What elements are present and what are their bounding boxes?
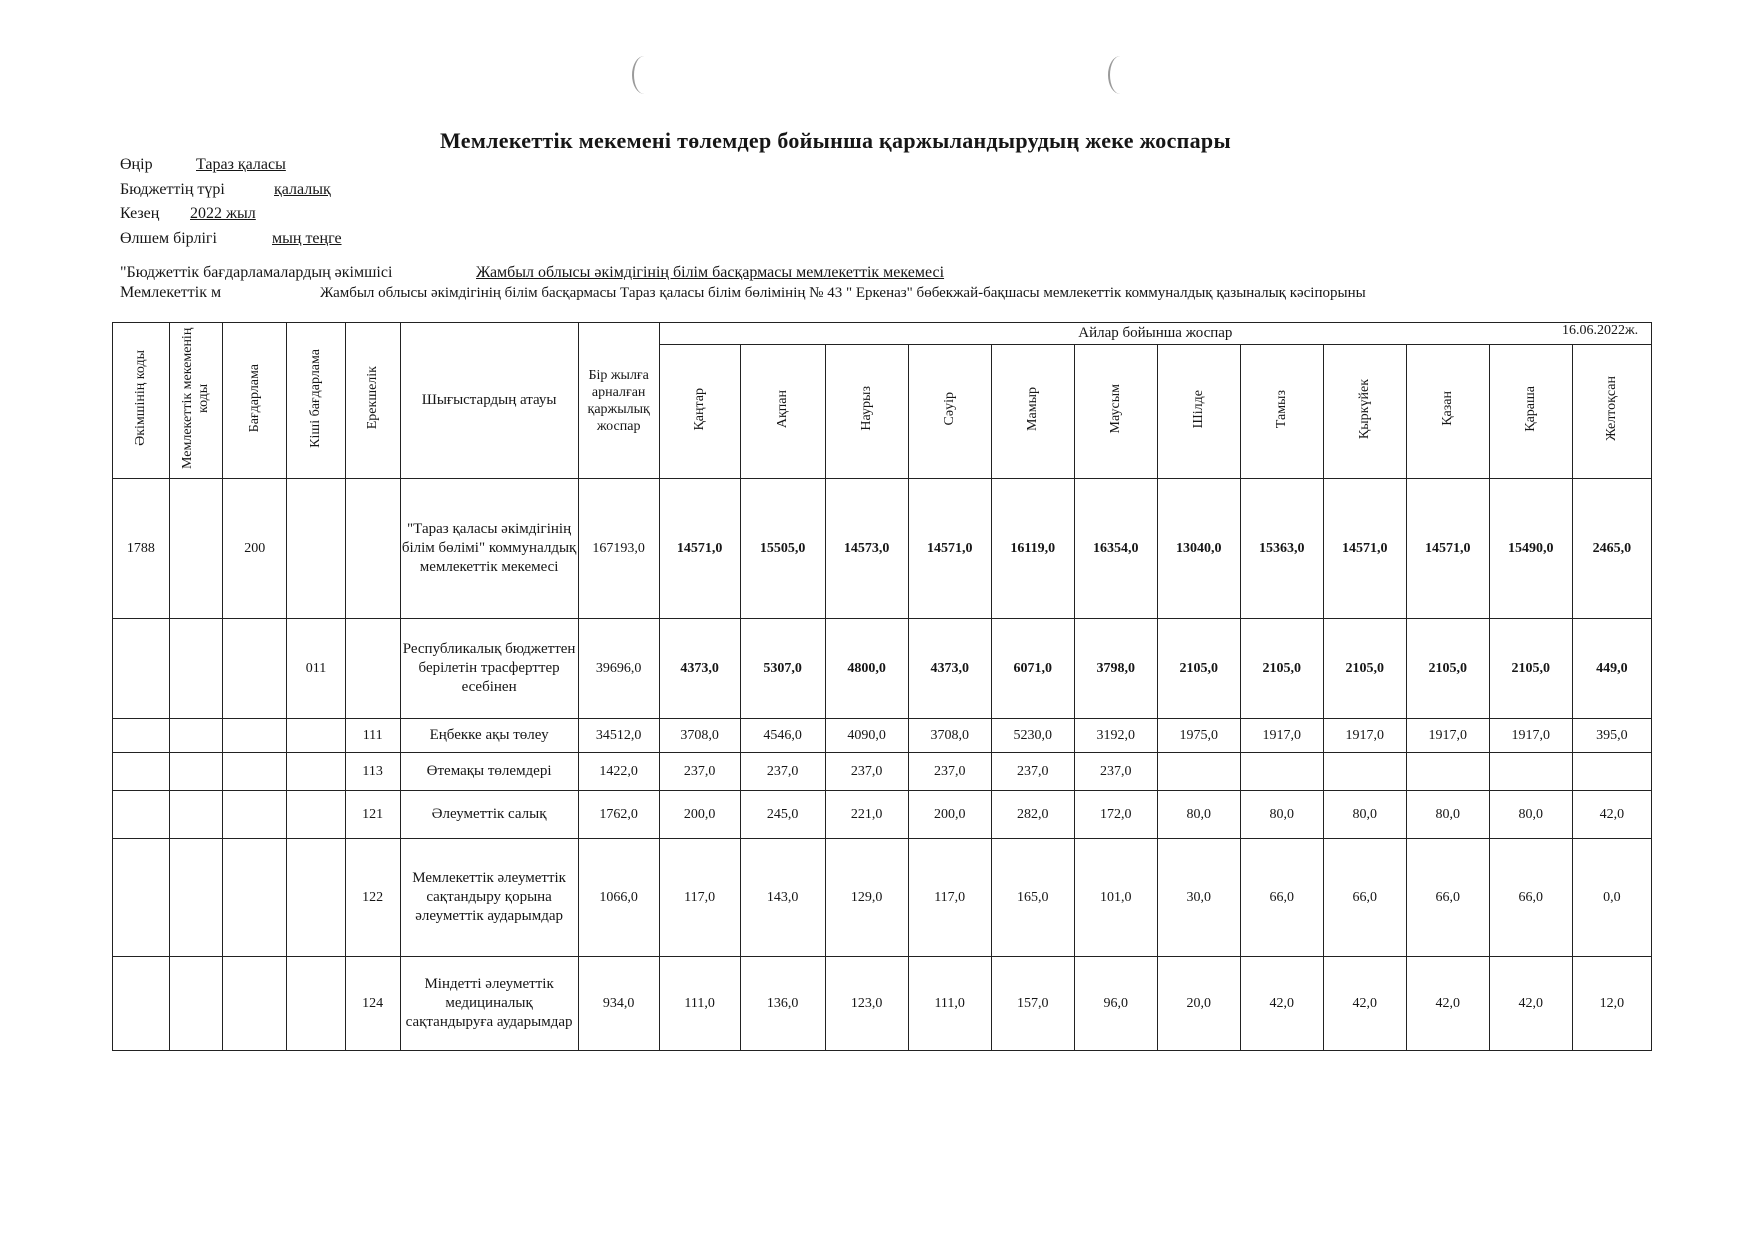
- cell-admin-code: [113, 619, 170, 719]
- header-institution-code: Мемлекеттік мекеменің коды: [169, 323, 223, 479]
- cell-month-value: [1572, 753, 1651, 791]
- cell-month-value: [1406, 753, 1489, 791]
- cell-month-value: 42,0: [1572, 791, 1651, 839]
- cell-month-value: 449,0: [1572, 619, 1651, 719]
- cell-month-value: 111,0: [908, 957, 991, 1051]
- cell-month-value: 1917,0: [1240, 719, 1323, 753]
- cell-month-value: 237,0: [659, 753, 740, 791]
- cell-month-value: 101,0: [1074, 839, 1157, 957]
- cell-admin-code: 1788: [113, 479, 170, 619]
- cell-month-value: 3708,0: [659, 719, 740, 753]
- cell-month-value: 42,0: [1489, 957, 1572, 1051]
- meta-institution: [120, 284, 1366, 302]
- cell-program: [223, 957, 287, 1051]
- cell-month-value: 42,0: [1240, 957, 1323, 1051]
- meta-region: [120, 156, 286, 174]
- cell-month-value: 80,0: [1406, 791, 1489, 839]
- cell-month-value: 2105,0: [1489, 619, 1572, 719]
- budget-type-label: Бюджеттің түрі: [120, 181, 225, 198]
- cell-month-value: 117,0: [659, 839, 740, 957]
- cell-institution-code: [169, 791, 223, 839]
- cell-annual-total: 1066,0: [578, 839, 659, 957]
- cell-expense-name: Міндетті әлеуметтік медициналық сақтандыруға аударымдар: [400, 957, 578, 1051]
- cell-expense-name: Еңбекке ақы төлеу: [400, 719, 578, 753]
- cell-month-value: [1323, 753, 1406, 791]
- cell-month-value: 96,0: [1074, 957, 1157, 1051]
- cell-month-value: 66,0: [1406, 839, 1489, 957]
- unit-value: мың теңге: [272, 230, 342, 247]
- cell-specific: [345, 479, 400, 619]
- cell-institution-code: [169, 719, 223, 753]
- cell-specific: 121: [345, 791, 400, 839]
- document-date: 16.06.2022ж.: [1562, 323, 1639, 338]
- cell-subprogram: [287, 753, 346, 791]
- cell-month-value: 237,0: [740, 753, 825, 791]
- cell-month-value: 20,0: [1157, 957, 1240, 1051]
- cell-month-value: 2105,0: [1157, 619, 1240, 719]
- cell-month-value: 1917,0: [1323, 719, 1406, 753]
- table-body: [113, 479, 1652, 1051]
- header-month: Желтоқсан: [1572, 344, 1651, 478]
- cell-month-value: 2465,0: [1572, 479, 1651, 619]
- cell-month-value: 42,0: [1323, 957, 1406, 1051]
- cell-program: [223, 753, 287, 791]
- cell-subprogram: [287, 791, 346, 839]
- cell-month-value: 66,0: [1489, 839, 1572, 957]
- cell-month-value: 1917,0: [1406, 719, 1489, 753]
- institution-label: Мемлекеттік м: [120, 284, 222, 301]
- table-row: [113, 957, 1652, 1051]
- administrator-label: "Бюджеттік бағдарламалардың әкімшісі: [120, 264, 393, 281]
- meta-administrator: [120, 264, 944, 282]
- table-row: [113, 791, 1652, 839]
- cell-month-value: 237,0: [908, 753, 991, 791]
- cell-subprogram: [287, 839, 346, 957]
- table-row: [113, 839, 1652, 957]
- cell-month-value: 4800,0: [825, 619, 908, 719]
- header-specific: Ерекшелік: [345, 323, 400, 479]
- cell-month-value: 14571,0: [659, 479, 740, 619]
- cell-month-value: [1157, 753, 1240, 791]
- cell-month-value: 111,0: [659, 957, 740, 1051]
- meta-unit: [120, 230, 342, 248]
- institution-value: Жамбыл облысы әкімдігінің білім басқармасы Тараз қаласы білім бөлімінің № 43 " Еркеназ" бөбекжай-бақшасы мемлекеттік коммуналдық қазыналық кәсіпорыны: [320, 285, 1366, 301]
- cell-month-value: 221,0: [825, 791, 908, 839]
- cell-month-value: 172,0: [1074, 791, 1157, 839]
- header-subprogram: Кіші бағдарлама: [287, 323, 346, 479]
- cell-month-value: 14571,0: [1323, 479, 1406, 619]
- cell-program: [223, 791, 287, 839]
- cell-month-value: 136,0: [740, 957, 825, 1051]
- cell-annual-total: 1422,0: [578, 753, 659, 791]
- cell-month-value: 395,0: [1572, 719, 1651, 753]
- cell-month-value: 14571,0: [908, 479, 991, 619]
- cell-admin-code: [113, 839, 170, 957]
- cell-program: [223, 719, 287, 753]
- cell-month-value: 2105,0: [1323, 619, 1406, 719]
- scan-mark: [632, 56, 656, 94]
- cell-institution-code: [169, 753, 223, 791]
- document-title: Мемлекеттік мекемені төлемдер бойынша қаржыландырудың жеке жоспары: [440, 128, 1231, 153]
- cell-month-value: 237,0: [825, 753, 908, 791]
- header-month: Ақпан: [740, 344, 825, 478]
- cell-subprogram: 011: [287, 619, 346, 719]
- cell-month-value: 80,0: [1323, 791, 1406, 839]
- cell-specific: 111: [345, 719, 400, 753]
- cell-month-value: [1489, 753, 1572, 791]
- cell-month-value: 200,0: [659, 791, 740, 839]
- cell-month-value: 80,0: [1489, 791, 1572, 839]
- header-months-group: Айлар бойынша жоспар: [659, 323, 1651, 345]
- cell-month-value: 237,0: [1074, 753, 1157, 791]
- cell-month-value: 1917,0: [1489, 719, 1572, 753]
- cell-institution-code: [169, 619, 223, 719]
- header-expense-name: Шығыстардың атауы: [400, 323, 578, 479]
- table-row: [113, 619, 1652, 719]
- region-label: Өңір: [120, 156, 153, 173]
- cell-month-value: 1975,0: [1157, 719, 1240, 753]
- cell-institution-code: [169, 839, 223, 957]
- cell-month-value: 6071,0: [991, 619, 1074, 719]
- cell-month-value: 80,0: [1157, 791, 1240, 839]
- cell-program: [223, 619, 287, 719]
- cell-month-value: 282,0: [991, 791, 1074, 839]
- cell-annual-total: 39696,0: [578, 619, 659, 719]
- table-row: [113, 479, 1652, 619]
- header-month: Қазан: [1406, 344, 1489, 478]
- cell-program: [223, 839, 287, 957]
- cell-admin-code: [113, 753, 170, 791]
- header-month: Шілде: [1157, 344, 1240, 478]
- cell-month-value: 157,0: [991, 957, 1074, 1051]
- cell-month-value: 4373,0: [659, 619, 740, 719]
- cell-month-value: 0,0: [1572, 839, 1651, 957]
- cell-month-value: 16354,0: [1074, 479, 1157, 619]
- period-label: Кезең: [120, 205, 160, 222]
- cell-annual-total: 1762,0: [578, 791, 659, 839]
- cell-month-value: 165,0: [991, 839, 1074, 957]
- cell-specific: 113: [345, 753, 400, 791]
- unit-label: Өлшем бірлігі: [120, 230, 217, 247]
- header-month: Қараша: [1489, 344, 1572, 478]
- cell-month-value: 3708,0: [908, 719, 991, 753]
- cell-admin-code: [113, 791, 170, 839]
- cell-month-value: 200,0: [908, 791, 991, 839]
- cell-month-value: 5307,0: [740, 619, 825, 719]
- cell-annual-total: 934,0: [578, 957, 659, 1051]
- cell-subprogram: [287, 719, 346, 753]
- cell-expense-name: Өтемақы төлемдері: [400, 753, 578, 791]
- cell-month-value: 66,0: [1323, 839, 1406, 957]
- cell-program: 200: [223, 479, 287, 619]
- cell-month-value: 2105,0: [1406, 619, 1489, 719]
- cell-month-value: 237,0: [991, 753, 1074, 791]
- cell-month-value: 13040,0: [1157, 479, 1240, 619]
- administrator-value: Жамбыл облысы әкімдігінің білім басқармасы мемлекеттік мекемесі: [476, 264, 945, 281]
- cell-expense-name: Республикалық бюджеттен берілетін трасферттер есебінен: [400, 619, 578, 719]
- header-month: Наурыз: [825, 344, 908, 478]
- meta-budget-type: [120, 181, 331, 199]
- cell-month-value: 16119,0: [991, 479, 1074, 619]
- cell-month-value: 129,0: [825, 839, 908, 957]
- period-value: 2022 жыл: [190, 205, 256, 222]
- cell-annual-total: 34512,0: [578, 719, 659, 753]
- cell-expense-name: "Тараз қаласы әкімдігінің білім бөлімі" коммуналдық мемлекеттік мекемесі: [400, 479, 578, 619]
- cell-admin-code: [113, 719, 170, 753]
- header-program: Бағдарлама: [223, 323, 287, 479]
- cell-month-value: 42,0: [1406, 957, 1489, 1051]
- header-month: Қыркүйек: [1323, 344, 1406, 478]
- header-month: Маусым: [1074, 344, 1157, 478]
- header-month: Қаңтар: [659, 344, 740, 478]
- table-row: [113, 719, 1652, 753]
- cell-specific: 124: [345, 957, 400, 1051]
- cell-subprogram: [287, 957, 346, 1051]
- table-row: [113, 753, 1652, 791]
- cell-institution-code: [169, 479, 223, 619]
- cell-month-value: 117,0: [908, 839, 991, 957]
- cell-month-value: 143,0: [740, 839, 825, 957]
- header-month: Тамыз: [1240, 344, 1323, 478]
- cell-month-value: 15363,0: [1240, 479, 1323, 619]
- cell-institution-code: [169, 957, 223, 1051]
- budget-type-value: қалалық: [274, 181, 331, 198]
- header-admin-code: Әкімшінің коды: [113, 323, 170, 479]
- cell-month-value: 80,0: [1240, 791, 1323, 839]
- header-annual-plan: Бір жылға арналған қаржылық жоспар: [578, 323, 659, 479]
- cell-month-value: 12,0: [1572, 957, 1651, 1051]
- cell-subprogram: [287, 479, 346, 619]
- cell-month-value: 14571,0: [1406, 479, 1489, 619]
- cell-month-value: 5230,0: [991, 719, 1074, 753]
- header-month: Сәуір: [908, 344, 991, 478]
- cell-admin-code: [113, 957, 170, 1051]
- financing-plan-table: [112, 322, 1652, 1051]
- meta-period: [120, 205, 256, 223]
- cell-month-value: 3798,0: [1074, 619, 1157, 719]
- scan-mark: [1108, 56, 1132, 94]
- cell-specific: 122: [345, 839, 400, 957]
- cell-expense-name: Мемлекеттік әлеуметтік сақтандыру қорына әлеуметтік аударымдар: [400, 839, 578, 957]
- cell-month-value: 15490,0: [1489, 479, 1572, 619]
- cell-month-value: 2105,0: [1240, 619, 1323, 719]
- cell-month-value: 15505,0: [740, 479, 825, 619]
- cell-month-value: 4090,0: [825, 719, 908, 753]
- cell-month-value: 4546,0: [740, 719, 825, 753]
- cell-specific: [345, 619, 400, 719]
- cell-month-value: 66,0: [1240, 839, 1323, 957]
- cell-month-value: [1240, 753, 1323, 791]
- cell-annual-total: 167193,0: [578, 479, 659, 619]
- cell-month-value: 4373,0: [908, 619, 991, 719]
- header-month: Мамыр: [991, 344, 1074, 478]
- region-value: Тараз қаласы: [196, 156, 286, 173]
- cell-month-value: 245,0: [740, 791, 825, 839]
- cell-month-value: 14573,0: [825, 479, 908, 619]
- cell-month-value: 3192,0: [1074, 719, 1157, 753]
- cell-expense-name: Әлеуметтік салық: [400, 791, 578, 839]
- cell-month-value: 123,0: [825, 957, 908, 1051]
- cell-month-value: 30,0: [1157, 839, 1240, 957]
